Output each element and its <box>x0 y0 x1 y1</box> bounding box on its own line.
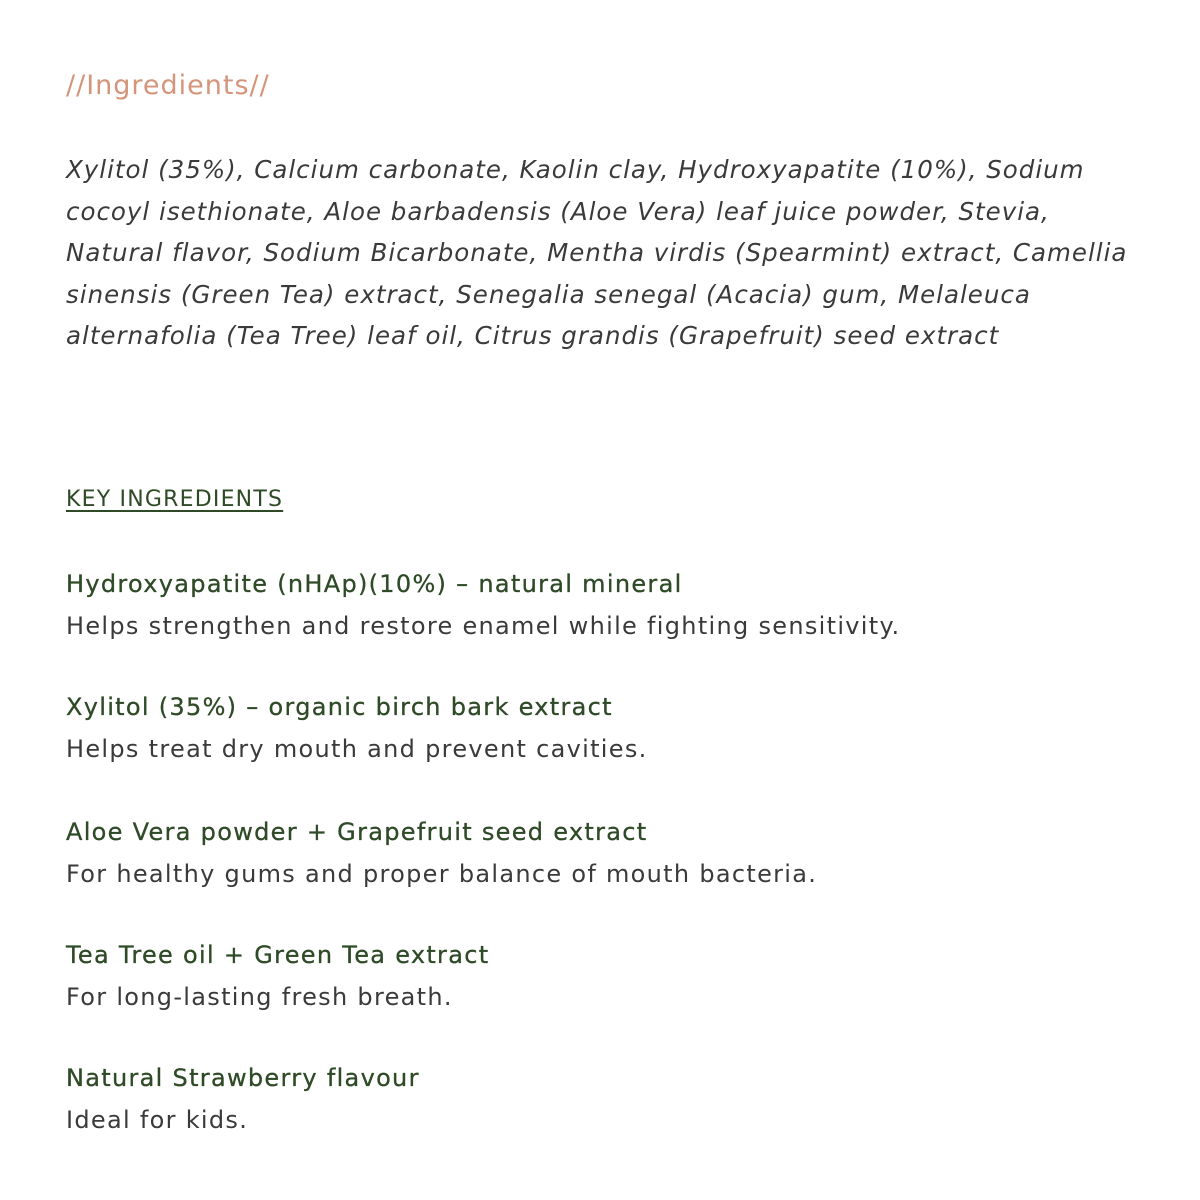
key-ingredient-title: Aloe Vera powder + Grapefruit seed extract <box>66 818 648 846</box>
ingredients-heading: //Ingredients// <box>66 70 270 101</box>
key-ingredient-description: For healthy gums and proper balance of mouth bacteria. <box>66 860 818 888</box>
key-ingredient-item <box>66 686 1166 770</box>
key-ingredient-item <box>66 563 1166 647</box>
key-ingredient-title: Xylitol (35%) – organic birch bark extract <box>66 693 613 721</box>
key-ingredient-title: Natural Strawberry flavour <box>66 1064 420 1092</box>
key-ingredient-description: Helps treat dry mouth and prevent cavities. <box>66 735 648 763</box>
key-ingredient-item <box>66 934 1166 1018</box>
key-ingredient-description: Ideal for kids. <box>66 1106 249 1134</box>
key-ingredient-description: Helps strengthen and restore enamel while fighting sensitivity. <box>66 612 901 640</box>
key-ingredient-title: Hydroxyapatite (nHAp)(10%) – natural mineral <box>66 570 683 598</box>
key-ingredient-description: For long-lasting fresh breath. <box>66 983 453 1011</box>
key-ingredient-item <box>66 1057 1166 1141</box>
key-ingredients-heading: KEY INGREDIENTS <box>66 487 284 512</box>
ingredient-list-text: Xylitol (35%), Calcium carbonate, Kaolin clay, Hydroxyapatite (10%), Sodium cocoyl isethionate, Aloe barbadensis (Aloe Vera) leaf juice powder, Stevia, Natural flavor, Sodium Bicarbonate, Mentha virdis (Spearmint) extract, Camellia sinensis (Green Tea) extract, Senegalia senegal (Acacia) gum, Melaleuca alternafolia (Tea Tree) leaf oil, Citrus grandis (Grapefruit) seed extract <box>66 155 1128 351</box>
key-ingredient-item <box>66 811 1166 895</box>
key-ingredient-title: Tea Tree oil + Green Tea extract <box>66 941 490 969</box>
